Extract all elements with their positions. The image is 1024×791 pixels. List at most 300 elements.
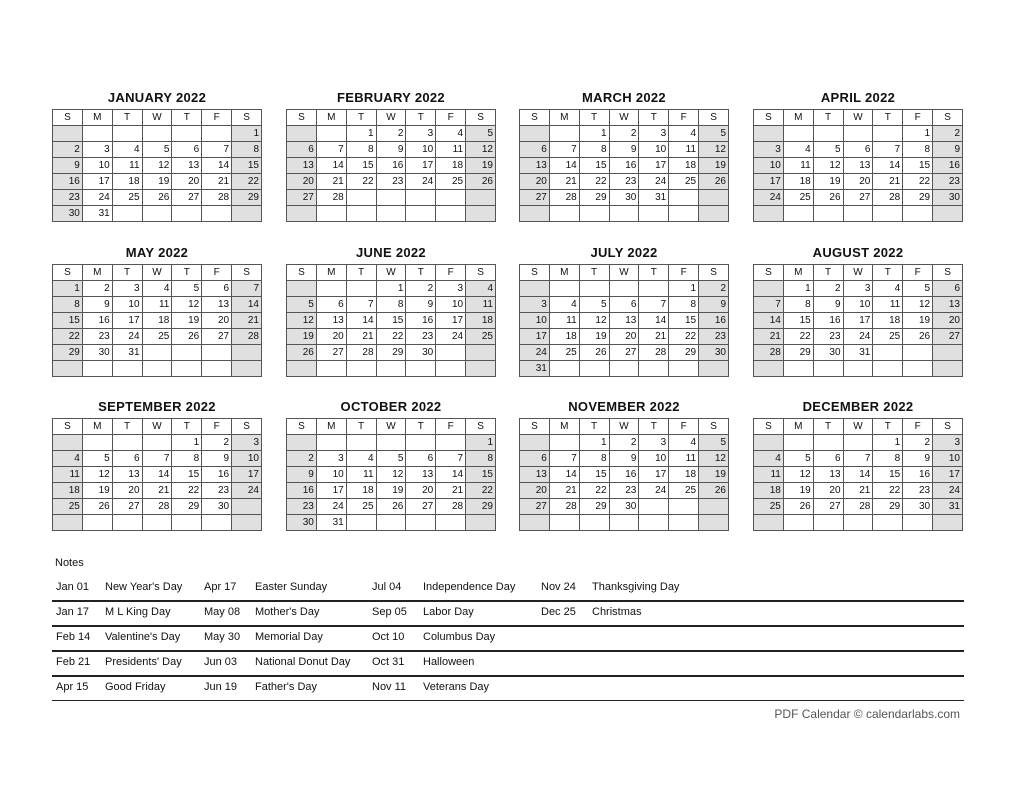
day-cell: 27 [933,329,963,345]
day-cell: 10 [82,158,112,174]
day-cell: 28 [142,499,172,515]
day-cell: 27 [609,345,639,361]
day-cell: 26 [699,483,729,499]
empty-day-cell [903,206,933,222]
day-cell: 26 [813,190,843,206]
holiday-date: Jul 04 [372,581,402,593]
weekday-header: M [783,265,813,281]
month-title: JUNE 2022 [356,245,426,260]
day-cell: 7 [639,297,669,313]
day-cell: 10 [639,451,669,467]
holiday-date: Jun 03 [204,656,238,668]
day-cell: 7 [549,142,579,158]
day-cell: 29 [669,345,699,361]
holiday-date: Jan 17 [56,606,90,618]
weekday-header: T [873,419,903,435]
day-cell: 11 [346,467,376,483]
day-cell: 25 [873,329,903,345]
day-cell: 8 [783,297,813,313]
empty-day-cell [232,515,262,531]
holiday-date: Feb 21 [56,656,91,668]
holiday-name: Good Friday [105,681,166,693]
day-cell: 11 [873,297,903,313]
weekday-header: M [316,110,346,126]
day-cell: 18 [783,174,813,190]
empty-day-cell [346,190,376,206]
day-cell: 16 [903,467,933,483]
day-cell: 17 [436,313,466,329]
month-title: DECEMBER 2022 [802,399,914,414]
day-cell: 17 [639,467,669,483]
day-cell: 11 [466,297,496,313]
day-cell: 8 [579,142,609,158]
day-cell: 26 [172,329,202,345]
day-cell: 22 [232,174,262,190]
day-cell: 20 [609,329,639,345]
day-cell: 15 [579,467,609,483]
day-cell: 20 [202,313,232,329]
day-cell: 20 [287,174,317,190]
empty-day-cell [579,515,609,531]
day-cell: 17 [933,467,963,483]
empty-day-cell [813,206,843,222]
day-cell: 17 [232,467,262,483]
month-title: MARCH 2022 [582,90,666,105]
day-cell: 19 [903,313,933,329]
empty-day-cell [112,126,142,142]
empty-day-cell [609,206,639,222]
month-table [753,109,963,222]
empty-day-cell [669,515,699,531]
holiday-notes [52,577,964,701]
weekday-header: T [639,265,669,281]
weekday-header: T [406,110,436,126]
day-cell: 3 [754,142,784,158]
weekday-header: W [376,265,406,281]
day-cell: 24 [436,329,466,345]
day-cell: 16 [813,313,843,329]
day-cell: 13 [112,467,142,483]
day-cell: 21 [549,483,579,499]
weekday-header: T [172,110,202,126]
holiday-name: Independence Day [423,581,516,593]
empty-day-cell [316,126,346,142]
holiday-date: May 30 [204,631,241,643]
empty-day-cell [316,361,346,377]
weekday-header: M [549,110,579,126]
day-cell: 24 [112,329,142,345]
day-cell: 9 [813,297,843,313]
holiday-name: Labor Day [423,606,474,618]
day-cell: 25 [783,190,813,206]
day-cell: 27 [202,329,232,345]
weekday-header: W [843,265,873,281]
day-cell: 27 [813,499,843,515]
empty-day-cell [754,435,784,451]
empty-day-cell [843,515,873,531]
day-cell: 3 [232,435,262,451]
empty-day-cell [579,281,609,297]
weekday-header: S [699,419,729,435]
empty-day-cell [53,515,83,531]
day-cell: 26 [903,329,933,345]
weekday-header: M [82,419,112,435]
day-cell: 16 [609,467,639,483]
weekday-header: M [549,265,579,281]
day-cell: 10 [316,467,346,483]
day-cell: 6 [316,297,346,313]
day-cell: 31 [520,361,550,377]
month-calendar [519,398,729,531]
day-cell: 25 [436,174,466,190]
day-cell: 10 [933,451,963,467]
day-cell: 6 [202,281,232,297]
weekday-header: S [520,110,550,126]
day-cell: 21 [873,174,903,190]
month-table [519,109,729,222]
empty-day-cell [843,435,873,451]
month-title: JANUARY 2022 [107,90,207,105]
day-cell: 3 [843,281,873,297]
empty-day-cell [699,190,729,206]
weekday-header: M [82,265,112,281]
note-line [52,602,964,627]
day-cell: 12 [699,451,729,467]
day-cell: 5 [903,281,933,297]
day-cell: 2 [699,281,729,297]
day-cell: 24 [232,483,262,499]
empty-day-cell [466,206,496,222]
day-cell: 25 [669,483,699,499]
month-calendar [519,244,729,377]
empty-day-cell [436,345,466,361]
empty-day-cell [520,126,550,142]
day-cell: 14 [639,313,669,329]
day-cell: 21 [843,483,873,499]
day-cell: 29 [466,499,496,515]
day-cell: 7 [316,142,346,158]
empty-day-cell [406,190,436,206]
day-cell: 29 [232,190,262,206]
holiday-name: Thanksgiving Day [592,581,680,593]
day-cell: 31 [316,515,346,531]
empty-day-cell [903,345,933,361]
empty-day-cell [843,361,873,377]
day-cell: 15 [579,158,609,174]
empty-day-cell [549,126,579,142]
empty-day-cell [873,361,903,377]
day-cell: 27 [520,499,550,515]
day-cell: 12 [82,467,112,483]
day-cell: 14 [436,467,466,483]
day-cell: 21 [436,483,466,499]
day-cell: 25 [346,499,376,515]
day-cell: 19 [82,483,112,499]
weekday-header: S [53,265,83,281]
month-title: FEBRUARY 2022 [337,90,445,105]
day-cell: 4 [783,142,813,158]
holiday-name: Veterans Day [423,681,490,693]
day-cell: 21 [639,329,669,345]
day-cell: 16 [202,467,232,483]
month-title: JULY 2022 [590,245,658,260]
empty-day-cell [520,206,550,222]
day-cell: 28 [873,190,903,206]
day-cell: 3 [639,126,669,142]
empty-day-cell [813,126,843,142]
day-cell: 31 [82,206,112,222]
day-cell: 13 [609,313,639,329]
day-cell: 3 [933,435,963,451]
day-cell: 5 [783,451,813,467]
day-cell: 8 [903,142,933,158]
day-cell: 6 [287,142,317,158]
day-cell: 18 [436,158,466,174]
holiday-date: Nov 24 [541,581,576,593]
day-cell: 4 [436,126,466,142]
empty-day-cell [82,435,112,451]
day-cell: 27 [112,499,142,515]
day-cell: 9 [609,142,639,158]
day-cell: 10 [112,297,142,313]
holiday-name: Presidents' Day [105,656,182,668]
day-cell: 1 [53,281,83,297]
day-cell: 2 [609,435,639,451]
day-cell: 15 [873,467,903,483]
day-cell: 3 [520,297,550,313]
holiday-name: Halloween [423,656,475,668]
day-cell: 23 [903,483,933,499]
empty-day-cell [639,361,669,377]
holiday-date: Feb 14 [56,631,91,643]
day-cell: 13 [287,158,317,174]
day-cell: 28 [549,190,579,206]
empty-day-cell [287,435,317,451]
day-cell: 16 [82,313,112,329]
empty-day-cell [172,126,202,142]
day-cell: 8 [53,297,83,313]
day-cell: 26 [466,174,496,190]
day-cell: 24 [316,499,346,515]
day-cell: 9 [202,451,232,467]
empty-day-cell [436,361,466,377]
empty-day-cell [813,361,843,377]
weekday-header: W [843,419,873,435]
weekday-header: T [112,110,142,126]
day-cell: 18 [142,313,172,329]
day-cell: 1 [669,281,699,297]
empty-day-cell [346,361,376,377]
month-table [286,264,496,377]
day-cell: 13 [316,313,346,329]
day-cell: 19 [783,483,813,499]
empty-day-cell [82,361,112,377]
weekday-header: M [82,110,112,126]
day-cell: 28 [346,345,376,361]
day-cell: 5 [82,451,112,467]
empty-day-cell [376,515,406,531]
empty-day-cell [202,206,232,222]
empty-day-cell [436,206,466,222]
weekday-header: F [202,419,232,435]
holiday-name: Mother's Day [255,606,320,618]
day-cell: 14 [873,158,903,174]
empty-day-cell [53,361,83,377]
day-cell: 30 [903,499,933,515]
day-cell: 4 [669,435,699,451]
month-calendar [52,89,262,222]
day-cell: 4 [466,281,496,297]
empty-day-cell [346,281,376,297]
day-cell: 25 [549,345,579,361]
weekday-header: W [843,110,873,126]
day-cell: 1 [783,281,813,297]
day-cell: 2 [903,435,933,451]
note-line [52,677,964,701]
note-line [52,627,964,652]
weekday-header: S [232,110,262,126]
day-cell: 29 [873,499,903,515]
day-cell: 23 [813,329,843,345]
day-cell: 28 [202,190,232,206]
day-cell: 30 [287,515,317,531]
day-cell: 6 [406,451,436,467]
empty-day-cell [549,206,579,222]
month-calendar [753,89,963,222]
day-cell: 24 [933,483,963,499]
day-cell: 22 [376,329,406,345]
day-cell: 19 [466,158,496,174]
day-cell: 3 [112,281,142,297]
weekday-header: S [287,419,317,435]
empty-day-cell [316,435,346,451]
empty-day-cell [112,515,142,531]
day-cell: 7 [142,451,172,467]
weekday-header: F [903,419,933,435]
weekday-header: M [783,419,813,435]
day-cell: 12 [142,158,172,174]
day-cell: 7 [202,142,232,158]
day-cell: 22 [579,483,609,499]
day-cell: 5 [813,142,843,158]
month-calendar [52,398,262,531]
day-cell: 18 [754,483,784,499]
day-cell: 26 [82,499,112,515]
day-cell: 25 [112,190,142,206]
day-cell: 8 [172,451,202,467]
day-cell: 22 [783,329,813,345]
holiday-name: Father's Day [255,681,318,693]
empty-day-cell [699,499,729,515]
weekday-header: T [406,419,436,435]
day-cell: 25 [142,329,172,345]
day-cell: 22 [669,329,699,345]
holiday-date: Sep 05 [372,606,407,618]
empty-day-cell [112,206,142,222]
empty-day-cell [754,361,784,377]
day-cell: 30 [933,190,963,206]
weekday-header: S [466,265,496,281]
empty-day-cell [549,435,579,451]
day-cell: 11 [669,142,699,158]
day-cell: 18 [346,483,376,499]
day-cell: 29 [172,499,202,515]
empty-day-cell [142,435,172,451]
weekday-header: T [172,265,202,281]
day-cell: 18 [53,483,83,499]
day-cell: 31 [112,345,142,361]
day-cell: 11 [142,297,172,313]
day-cell: 2 [82,281,112,297]
empty-day-cell [579,361,609,377]
day-cell: 19 [699,467,729,483]
day-cell: 7 [232,281,262,297]
day-cell: 29 [53,345,83,361]
weekday-header: T [873,110,903,126]
empty-day-cell [639,206,669,222]
day-cell: 31 [639,190,669,206]
weekday-header: T [579,265,609,281]
day-cell: 4 [112,142,142,158]
note-line [52,652,964,677]
empty-day-cell [466,190,496,206]
empty-day-cell [82,126,112,142]
day-cell: 9 [406,297,436,313]
empty-day-cell [549,361,579,377]
empty-day-cell [754,515,784,531]
day-cell: 25 [466,329,496,345]
day-cell: 1 [172,435,202,451]
empty-day-cell [754,126,784,142]
day-cell: 14 [754,313,784,329]
day-cell: 8 [669,297,699,313]
weekday-header: W [142,110,172,126]
empty-day-cell [232,206,262,222]
day-cell: 18 [112,174,142,190]
month-calendar [286,89,496,222]
weekday-header: F [202,110,232,126]
day-cell: 13 [172,158,202,174]
day-cell: 6 [520,142,550,158]
notes-label: Notes [55,557,84,569]
empty-day-cell [142,361,172,377]
weekday-header: S [53,419,83,435]
day-cell: 12 [287,313,317,329]
day-cell: 16 [406,313,436,329]
empty-day-cell [609,281,639,297]
day-cell: 3 [406,126,436,142]
day-cell: 30 [609,190,639,206]
empty-day-cell [406,435,436,451]
empty-day-cell [172,515,202,531]
day-cell: 10 [232,451,262,467]
day-cell: 25 [669,174,699,190]
day-cell: 2 [933,126,963,142]
day-cell: 1 [873,435,903,451]
weekday-header: S [232,265,262,281]
empty-day-cell [933,361,963,377]
empty-day-cell [933,345,963,361]
empty-day-cell [82,515,112,531]
day-cell: 21 [346,329,376,345]
day-cell: 8 [873,451,903,467]
day-cell: 15 [172,467,202,483]
day-cell: 5 [142,142,172,158]
month-title: MAY 2022 [125,245,189,260]
day-cell: 9 [609,451,639,467]
day-cell: 8 [376,297,406,313]
day-cell: 13 [520,158,550,174]
